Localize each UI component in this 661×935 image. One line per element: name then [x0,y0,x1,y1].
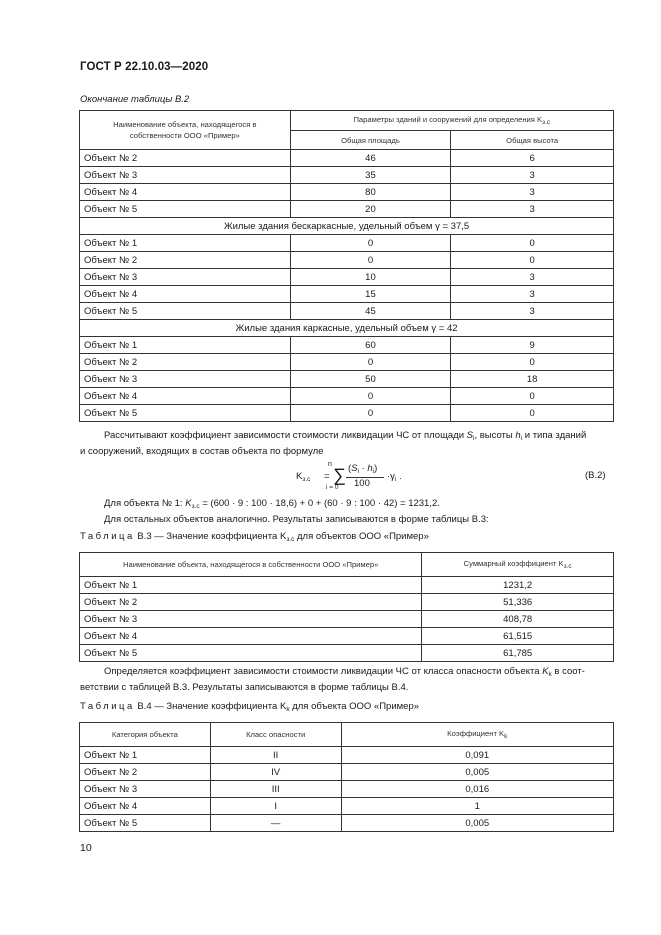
table-row [80,764,614,781]
area-cell: 0 [290,388,451,405]
table-b3-cap-rest: В.3 — Значение коэффициента K [134,531,287,542]
paragraph-coefficient [80,429,614,458]
formula-sum-bottom: i = 0 [326,484,339,491]
table-b3-cap-tail: для объектов ООО «Пример» [294,531,429,542]
table-b4-cap-rest: В.4 — Значение коэффициента K [134,701,287,712]
table-row [80,577,614,594]
object-category-cell: Объект № 1 [80,747,211,764]
para1-i2: i [520,435,523,442]
b3-body [80,577,614,662]
formula-sum-top: n [328,461,332,468]
object-category-cell: Объект № 4 [80,798,211,815]
danger-class-cell: II [210,747,341,764]
height-cell: 0 [451,405,614,422]
table-row [80,167,614,184]
b4-col3-header [341,723,613,747]
coefficient-cell: 0,016 [341,781,613,798]
object-name-cell: Объект № 3 [80,167,291,184]
para1-part2: , высоты [474,430,516,441]
object-name-cell: Объект № 2 [80,252,291,269]
table-row [80,184,614,201]
table-b4-cap-word: Таблица [80,701,135,712]
danger-class-cell: III [210,781,341,798]
object-name-cell: Объект № 2 [80,594,422,611]
table-b3-cap-word: Таблица [80,531,135,542]
total-coefficient-cell: 408,78 [422,611,614,628]
formula-sigma: ∑ [333,465,346,485]
b4-col2-header: Класс опасности [210,723,341,747]
table-row [80,371,614,388]
height-cell: 3 [451,269,614,286]
area-cell: 60 [290,337,451,354]
object-category-cell: Объект № 2 [80,764,211,781]
para1-i1: i [473,435,475,442]
coefficient-cell: 0,091 [341,747,613,764]
area-cell: 80 [290,184,451,201]
group3-title: Жилые здания каркасные, удельный объем γ = 42 [80,320,614,337]
page-number: 10 [80,842,92,854]
object-name-cell: Объект № 3 [80,371,291,388]
height-cell: 0 [451,388,614,405]
example-k: K [185,498,192,509]
table-row [80,201,614,218]
object-name-cell: Объект № 1 [80,337,291,354]
height-cell: 3 [451,184,614,201]
example-k-sub: з.с [191,503,200,510]
object-name-cell: Объект № 4 [80,628,422,645]
col-name-header: Наименование объекта, находящегося в собственности ООО «Пример» [80,111,291,150]
object-name-cell: Объект № 4 [80,388,291,405]
danger-class-cell: IV [210,764,341,781]
example-line2: Для остальных объектов аналогично. Результаты записываются в форме таблицы В.3: [104,514,489,525]
para1-line2: и сооружений, входящих в состав объекта по формуле [80,446,324,457]
area-cell: 20 [290,201,451,218]
formula-denominator: 100 [354,478,370,489]
para1-part3: и типа зданий [522,430,587,441]
table-row [80,286,614,303]
formula-gamma: γ [390,471,395,482]
b3-col2-sub: з.с [563,563,572,570]
para2-part2: в соот- [551,666,585,677]
danger-class-cell: I [210,798,341,815]
formula-lhs-sub: з.с [302,476,311,483]
table-b2 [79,110,614,422]
formula-h: h [367,463,373,474]
table-row [80,235,614,252]
params-header-text: Параметры зданий и сооружений для определения K [353,115,543,124]
area-cell: 45 [290,303,451,320]
area-cell: 46 [290,150,451,167]
group3-body [80,337,614,422]
area-cell: 10 [290,269,451,286]
area-cell: 15 [290,286,451,303]
formula-S-i: i [357,468,359,475]
danger-class-cell: — [210,815,341,832]
formula-dot: · [361,463,365,474]
total-coefficient-cell: 61,785 [422,645,614,662]
object-name-cell: Объект № 3 [80,611,422,628]
table-row [80,303,614,320]
area-cell: 0 [290,252,451,269]
table-b3 [79,552,614,662]
object-category-cell: Объект № 3 [80,781,211,798]
example-prefix: Для объекта № 1: [104,498,186,509]
height-cell: 3 [451,201,614,218]
table-row [80,747,614,764]
params-header [290,111,613,131]
params-header-sub: з.с [542,119,551,126]
table-row [80,611,614,628]
table-b3-cap-sub: з.с [286,536,295,543]
table-row [80,354,614,371]
b3-col1-header: Наименование объекта, находящегося в собственности ООО «Пример» [80,553,422,577]
b3-col2-header [422,553,614,577]
height-cell: 3 [451,303,614,320]
table-row [80,594,614,611]
height-cell: 3 [451,167,614,184]
formula-tail: . [399,471,402,482]
table-b2-caption: Окончание таблицы В.2 [80,94,190,105]
object-name-cell: Объект № 2 [80,150,291,167]
table-row [80,269,614,286]
table-row [80,628,614,645]
document-header: ГОСТ Р 22.10.03—2020 [80,61,209,73]
object-name-cell: Объект № 4 [80,184,291,201]
object-name-cell: Объект № 3 [80,269,291,286]
table-b4 [79,722,614,832]
para2-line2: ветствии с таблицей В.3. Результаты записываются в форме таблицы В.4. [80,682,409,693]
height-cell: 0 [451,354,614,371]
height-cell: 6 [451,150,614,167]
group2-body [80,235,614,320]
formula-h-i: i [372,468,375,475]
area-cell: 50 [290,371,451,388]
para1-S: S [466,430,474,441]
group1-body [80,150,614,218]
para2-part1: Определяется коэффициент зависимости стоимости ликвидации ЧС от класса опасности объекта [104,666,543,677]
col-height-header: Общая высота [451,131,614,150]
para1-part1: Рассчитывают коэффициент зависимости стоимости ликвидации ЧС от площади [104,430,467,441]
total-coefficient-cell: 51,336 [422,594,614,611]
object-name-cell: Объект № 1 [80,577,422,594]
table-row [80,815,614,832]
table-row [80,337,614,354]
b4-col1-header: Категория объекта [80,723,211,747]
height-cell: 18 [451,371,614,388]
para1-h: h [515,430,521,441]
object-name-cell: Объект № 2 [80,354,291,371]
coefficient-cell: 0,005 [341,764,613,781]
b4-body [80,747,614,832]
formula-dot2: · [387,471,391,482]
area-cell: 35 [290,167,451,184]
table-row [80,645,614,662]
b4-col3-sub: k [504,733,508,740]
example-text [80,497,614,526]
table-row [80,798,614,815]
group2-title: Жилые здания бескаркасные, удельный объем γ = 37,5 [80,218,614,235]
table-b4-cap-tail: для объекта ООО «Пример» [289,701,420,712]
table-row [80,252,614,269]
para2-k-sub: k [548,671,552,678]
table-b3-caption [80,531,429,543]
object-name-cell: Объект № 5 [80,405,291,422]
formula-b2 [296,460,436,494]
b4-col3-text: Коэффициент K [447,729,505,738]
height-cell: 0 [451,235,614,252]
coefficient-cell: 1 [341,798,613,815]
formula-gamma-sub: i [394,476,397,483]
para2-k: K [542,666,549,677]
formula-eq: = [324,471,330,482]
area-cell: 0 [290,235,451,252]
object-category-cell: Объект № 5 [80,815,211,832]
object-name-cell: Объект № 5 [80,645,422,662]
table-b4-caption [80,701,419,713]
area-cell: 0 [290,354,451,371]
example-rest: = (600 · 9 : 100 · 18,6) + 0 + (60 · 9 : 100 · 42) = 1231,2. [199,498,440,509]
table-row [80,405,614,422]
total-coefficient-cell: 61,515 [422,628,614,645]
height-cell: 9 [451,337,614,354]
object-name-cell: Объект № 5 [80,303,291,320]
formula-lhs: K [296,471,303,482]
object-name-cell: Объект № 4 [80,286,291,303]
table-row [80,781,614,798]
height-cell: 3 [451,286,614,303]
object-name-cell: Объект № 5 [80,201,291,218]
object-name-cell: Объект № 1 [80,235,291,252]
formula-number: (В.2) [585,470,606,481]
col-area-header: Общая площадь [290,131,451,150]
formula-numerator: $(S_i \cdot h_i)$ [348,463,378,475]
paragraph-danger-class [80,665,614,694]
table-row [80,388,614,405]
formula-S: S [351,463,358,474]
b3-col2-text: Суммарный коэффициент K [463,559,564,568]
area-cell: 0 [290,405,451,422]
total-coefficient-cell: 1231,2 [422,577,614,594]
coefficient-cell: 0,005 [341,815,613,832]
table-b4-cap-sub: k [286,706,290,713]
height-cell: 0 [451,252,614,269]
table-row [80,150,614,167]
